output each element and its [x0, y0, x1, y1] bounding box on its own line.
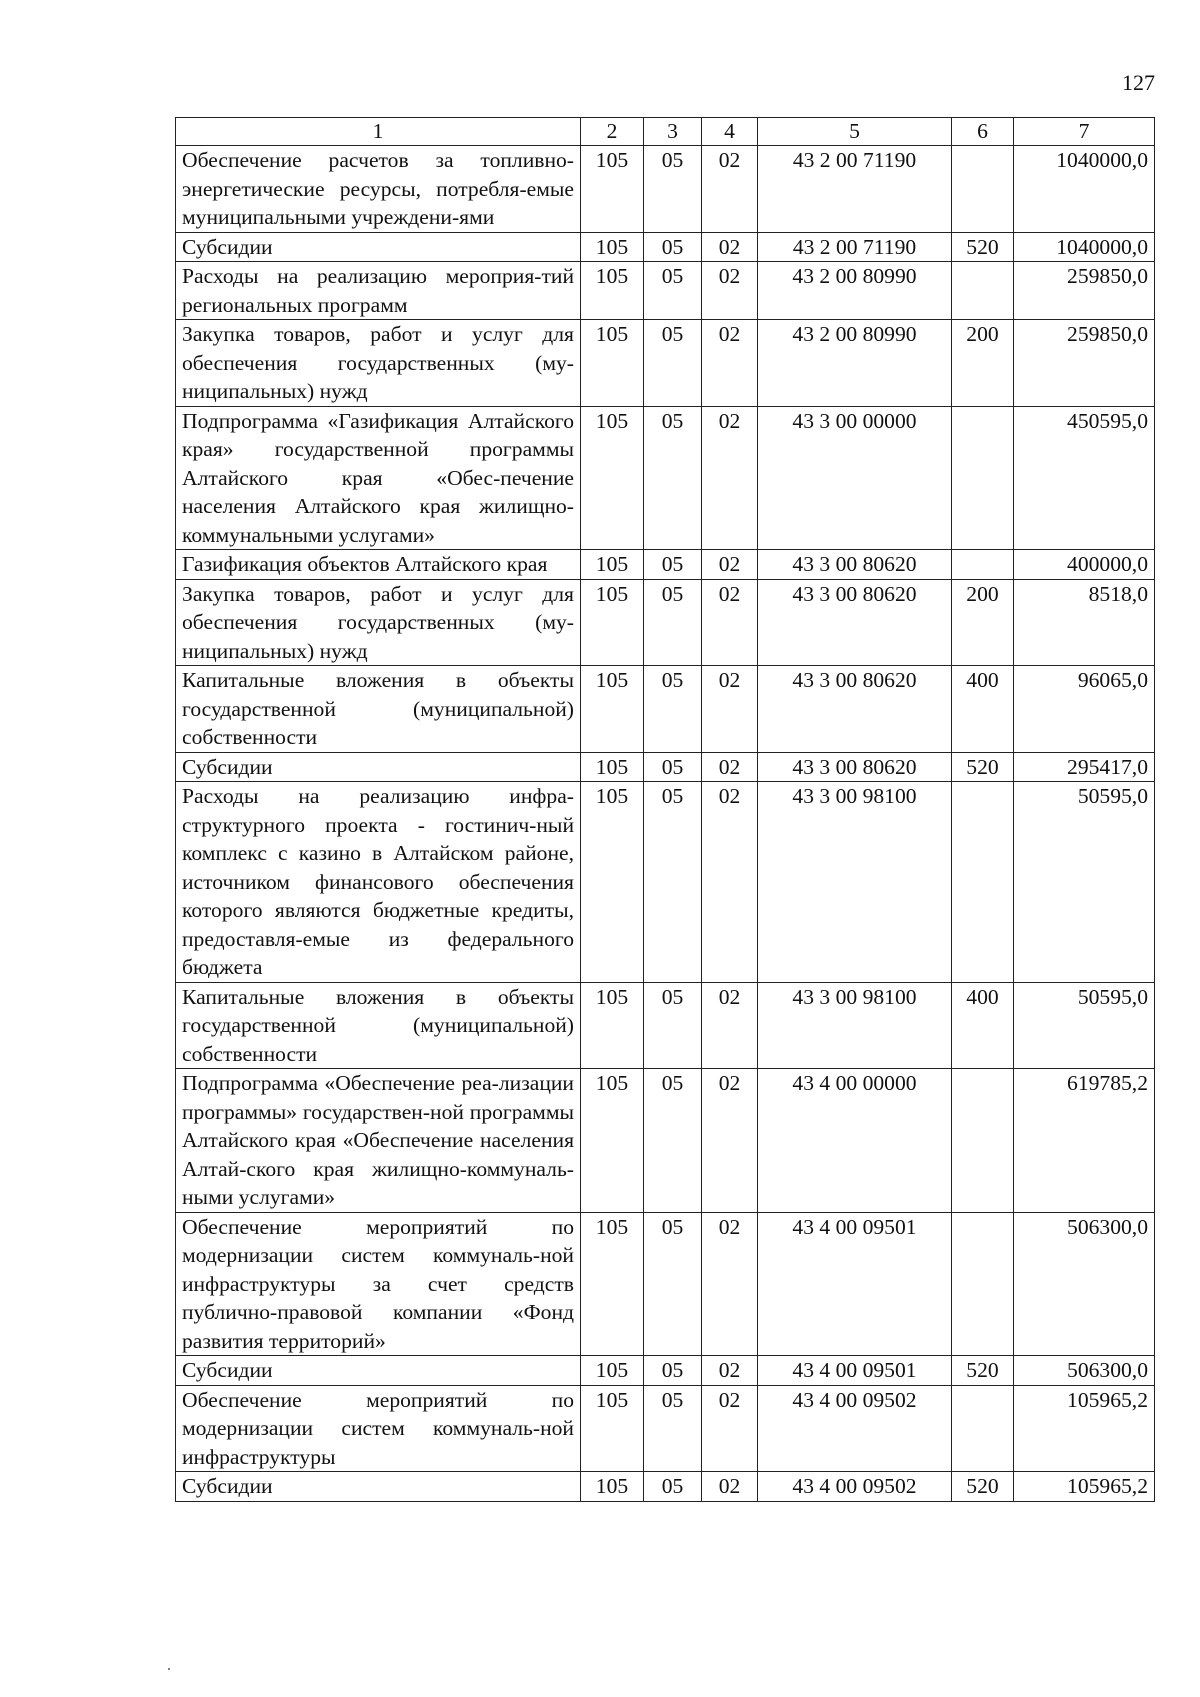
cell-name: Капитальные вложения в объекты государственной (муниципальной) собственности	[176, 982, 581, 1069]
cell-subsection: 02	[702, 982, 758, 1069]
cell-target-article: 43 2 00 80990	[758, 262, 952, 320]
cell-amount: 506300,0	[1014, 1212, 1155, 1356]
cell-ministry-code: 105	[581, 1356, 644, 1386]
cell-expense-type	[952, 146, 1014, 233]
cell-amount: 96065,0	[1014, 666, 1155, 753]
cell-section: 05	[644, 1472, 702, 1502]
cell-expense-type	[952, 262, 1014, 320]
cell-target-article: 43 2 00 71190	[758, 146, 952, 233]
cell-ministry-code: 105	[581, 550, 644, 580]
cell-target-article: 43 2 00 71190	[758, 232, 952, 262]
cell-expense-type: 520	[952, 752, 1014, 782]
cell-name: Капитальные вложения в объекты государственной (муниципальной) собственности	[176, 666, 581, 753]
cell-subsection: 02	[702, 550, 758, 580]
cell-subsection: 02	[702, 1472, 758, 1502]
cell-target-article: 43 4 00 09502	[758, 1472, 952, 1502]
cell-amount: 450595,0	[1014, 406, 1155, 550]
table-body	[176, 146, 1155, 1502]
cell-ministry-code: 105	[581, 320, 644, 407]
cell-expense-type	[952, 1385, 1014, 1472]
cell-target-article: 43 4 00 00000	[758, 1069, 952, 1213]
cell-ministry-code: 105	[581, 406, 644, 550]
table-row	[176, 262, 1155, 320]
cell-ministry-code: 105	[581, 262, 644, 320]
cell-target-article: 43 4 00 09502	[758, 1385, 952, 1472]
cell-amount: 295417,0	[1014, 752, 1155, 782]
cell-subsection: 02	[702, 262, 758, 320]
column-header: 3	[644, 118, 702, 146]
cell-expense-type	[952, 1212, 1014, 1356]
cell-expense-type	[952, 550, 1014, 580]
cell-amount: 1040000,0	[1014, 146, 1155, 233]
cell-section: 05	[644, 262, 702, 320]
cell-amount: 105965,2	[1014, 1472, 1155, 1502]
cell-amount: 8518,0	[1014, 579, 1155, 666]
table-header-row	[176, 118, 1155, 146]
cell-target-article: 43 3 00 80620	[758, 550, 952, 580]
cell-expense-type	[952, 782, 1014, 983]
cell-amount: 400000,0	[1014, 550, 1155, 580]
cell-amount: 259850,0	[1014, 320, 1155, 407]
cell-expense-type: 200	[952, 579, 1014, 666]
table-row	[176, 232, 1155, 262]
cell-name: Закупка товаров, работ и услуг для обеспечения государственных (му-ниципальных) нужд	[176, 579, 581, 666]
column-header: 2	[581, 118, 644, 146]
cell-section: 05	[644, 752, 702, 782]
cell-target-article: 43 3 00 98100	[758, 782, 952, 983]
cell-subsection: 02	[702, 1356, 758, 1386]
cell-name: Обеспечение мероприятий по модернизации систем коммуналь-ной инфраструктуры	[176, 1385, 581, 1472]
cell-amount: 50595,0	[1014, 982, 1155, 1069]
table-row	[176, 406, 1155, 550]
cell-amount: 506300,0	[1014, 1356, 1155, 1386]
cell-ministry-code: 105	[581, 782, 644, 983]
cell-section: 05	[644, 1069, 702, 1213]
cell-section: 05	[644, 982, 702, 1069]
cell-target-article: 43 3 00 80620	[758, 579, 952, 666]
table-row	[176, 1212, 1155, 1356]
cell-expense-type: 400	[952, 666, 1014, 753]
cell-section: 05	[644, 666, 702, 753]
cell-target-article: 43 4 00 09501	[758, 1212, 952, 1356]
page-number: 127	[1122, 70, 1155, 95]
cell-subsection: 02	[702, 1385, 758, 1472]
cell-subsection: 02	[702, 752, 758, 782]
cell-name: Субсидии	[176, 1472, 581, 1502]
cell-expense-type: 520	[952, 1356, 1014, 1386]
cell-name: Расходы на реализацию инфра-структурного проекта - гостинич-ный комплекс с казино в Алтайском районе, источником финансового обеспечения которого являются бюджетные кредиты, предоставля-емые из федерального бюджета	[176, 782, 581, 983]
cell-amount: 259850,0	[1014, 262, 1155, 320]
cell-target-article: 43 4 00 09501	[758, 1356, 952, 1386]
cell-expense-type	[952, 406, 1014, 550]
cell-ministry-code: 105	[581, 1212, 644, 1356]
cell-name: Субсидии	[176, 752, 581, 782]
cell-amount: 105965,2	[1014, 1385, 1155, 1472]
column-header: 4	[702, 118, 758, 146]
cell-ministry-code: 105	[581, 1472, 644, 1502]
scan-speck	[168, 1668, 170, 1670]
table-row	[176, 982, 1155, 1069]
column-header: 6	[952, 118, 1014, 146]
table-row	[176, 579, 1155, 666]
cell-section: 05	[644, 550, 702, 580]
cell-name: Субсидии	[176, 232, 581, 262]
cell-name: Субсидии	[176, 1356, 581, 1386]
cell-subsection: 02	[702, 1069, 758, 1213]
cell-section: 05	[644, 1356, 702, 1386]
cell-target-article: 43 3 00 98100	[758, 982, 952, 1069]
cell-section: 05	[644, 320, 702, 407]
cell-section: 05	[644, 579, 702, 666]
cell-target-article: 43 2 00 80990	[758, 320, 952, 407]
cell-expense-type	[952, 1069, 1014, 1213]
cell-expense-type: 400	[952, 982, 1014, 1069]
cell-name: Подпрограмма «Газификация Алтайского края» государственной программы Алтайского края «Обес-печение населения Алтайского края жилищно-коммунальными услугами»	[176, 406, 581, 550]
cell-name: Обеспечение мероприятий по модернизации систем коммуналь-ной инфраструктуры за счет средств публично-правовой компании «Фонд развития территорий»	[176, 1212, 581, 1356]
cell-target-article: 43 3 00 80620	[758, 666, 952, 753]
cell-section: 05	[644, 146, 702, 233]
cell-expense-type: 200	[952, 320, 1014, 407]
cell-name: Подпрограмма «Обеспечение реа-лизации программы» государствен-ной программы Алтайского края «Обеспечение населения Алтай-ского края жилищно-коммуналь-ными услугами»	[176, 1069, 581, 1213]
table-row	[176, 320, 1155, 407]
table-row	[176, 550, 1155, 580]
cell-expense-type: 520	[952, 232, 1014, 262]
cell-ministry-code: 105	[581, 1385, 644, 1472]
cell-section: 05	[644, 1212, 702, 1356]
table-row	[176, 146, 1155, 233]
column-header: 1	[176, 118, 581, 146]
cell-subsection: 02	[702, 406, 758, 550]
cell-amount: 50595,0	[1014, 782, 1155, 983]
cell-amount: 619785,2	[1014, 1069, 1155, 1213]
cell-ministry-code: 105	[581, 752, 644, 782]
cell-subsection: 02	[702, 146, 758, 233]
cell-ministry-code: 105	[581, 232, 644, 262]
table-row	[176, 1069, 1155, 1213]
cell-expense-type: 520	[952, 1472, 1014, 1502]
cell-subsection: 02	[702, 320, 758, 407]
cell-ministry-code: 105	[581, 1069, 644, 1213]
cell-name: Обеспечение расчетов за топливно-энергетические ресурсы, потребля-емые муниципальными учреждени-ями	[176, 146, 581, 233]
cell-ministry-code: 105	[581, 146, 644, 233]
table-row	[176, 1385, 1155, 1472]
cell-name: Газификация объектов Алтайского края	[176, 550, 581, 580]
budget-table	[175, 117, 1155, 1502]
cell-subsection: 02	[702, 1212, 758, 1356]
cell-subsection: 02	[702, 666, 758, 753]
cell-section: 05	[644, 232, 702, 262]
cell-target-article: 43 3 00 80620	[758, 752, 952, 782]
cell-ministry-code: 105	[581, 666, 644, 753]
cell-target-article: 43 3 00 00000	[758, 406, 952, 550]
cell-ministry-code: 105	[581, 982, 644, 1069]
cell-subsection: 02	[702, 782, 758, 983]
cell-amount: 1040000,0	[1014, 232, 1155, 262]
cell-name: Расходы на реализацию мероприя-тий региональных программ	[176, 262, 581, 320]
table-row	[176, 752, 1155, 782]
table-row	[176, 782, 1155, 983]
cell-name: Закупка товаров, работ и услуг для обеспечения государственных (му-ниципальных) нужд	[176, 320, 581, 407]
table-row	[176, 666, 1155, 753]
cell-section: 05	[644, 782, 702, 983]
table-row	[176, 1356, 1155, 1386]
cell-section: 05	[644, 406, 702, 550]
cell-ministry-code: 105	[581, 579, 644, 666]
cell-subsection: 02	[702, 579, 758, 666]
table-row	[176, 1472, 1155, 1502]
column-header: 7	[1014, 118, 1155, 146]
cell-subsection: 02	[702, 232, 758, 262]
cell-section: 05	[644, 1385, 702, 1472]
column-header: 5	[758, 118, 952, 146]
